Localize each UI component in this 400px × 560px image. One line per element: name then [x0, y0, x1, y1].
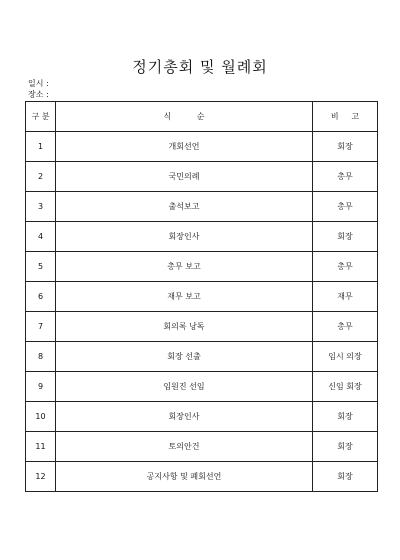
row-note: 임시 의장	[313, 342, 378, 372]
row-note: 회장	[313, 222, 378, 252]
table-row	[26, 312, 378, 342]
date-label: 일시 :	[28, 79, 49, 88]
row-number: 10	[26, 402, 56, 432]
document-title: 정기총회 및 월례회	[132, 58, 268, 76]
row-number: 7	[26, 312, 56, 342]
row-number: 5	[26, 252, 56, 282]
row-note: 재무	[313, 282, 378, 312]
row-number: 2	[26, 162, 56, 192]
row-item: 출석보고	[56, 192, 313, 222]
row-number: 11	[26, 432, 56, 462]
header-order: 식 순	[56, 102, 313, 132]
table-row	[26, 432, 378, 462]
table-row	[26, 282, 378, 312]
header-row	[26, 102, 378, 132]
row-number: 6	[26, 282, 56, 312]
table-row	[26, 222, 378, 252]
row-item: 임원진 선임	[56, 372, 313, 402]
header-remarks: 비 고	[313, 102, 378, 132]
header-division: 구 분	[26, 102, 56, 132]
row-note: 회장	[313, 402, 378, 432]
row-item: 개회선언	[56, 132, 313, 162]
table-row	[26, 132, 378, 162]
row-number: 3	[26, 192, 56, 222]
table-row	[26, 342, 378, 372]
row-item: 회장 선출	[56, 342, 313, 372]
row-note: 회장	[313, 132, 378, 162]
row-note: 총무	[313, 252, 378, 282]
row-note: 회장	[313, 432, 378, 462]
table-row	[26, 162, 378, 192]
row-note: 신임 회장	[313, 372, 378, 402]
row-note: 총무	[313, 312, 378, 342]
table-row	[26, 402, 378, 432]
row-item: 회장인사	[56, 222, 313, 252]
table-header	[26, 102, 378, 132]
program-table	[25, 101, 378, 492]
row-number: 9	[26, 372, 56, 402]
row-number: 1	[26, 132, 56, 162]
row-number: 4	[26, 222, 56, 252]
table-row	[26, 192, 378, 222]
table-row	[26, 462, 378, 492]
row-item: 공지사항 및 폐회선언	[56, 462, 313, 492]
place-label: 장소 :	[28, 90, 49, 99]
row-item: 국민의례	[56, 162, 313, 192]
row-item: 토의안건	[56, 432, 313, 462]
row-item: 회장인사	[56, 402, 313, 432]
table-row	[26, 372, 378, 402]
table-body	[26, 132, 378, 492]
row-note: 회장	[313, 462, 378, 492]
row-item: 총무 보고	[56, 252, 313, 282]
row-number: 12	[26, 462, 56, 492]
row-note: 총무	[313, 192, 378, 222]
row-number: 8	[26, 342, 56, 372]
row-note: 총무	[313, 162, 378, 192]
table-row	[26, 252, 378, 282]
row-item: 재무 보고	[56, 282, 313, 312]
row-item: 회의록 낭독	[56, 312, 313, 342]
